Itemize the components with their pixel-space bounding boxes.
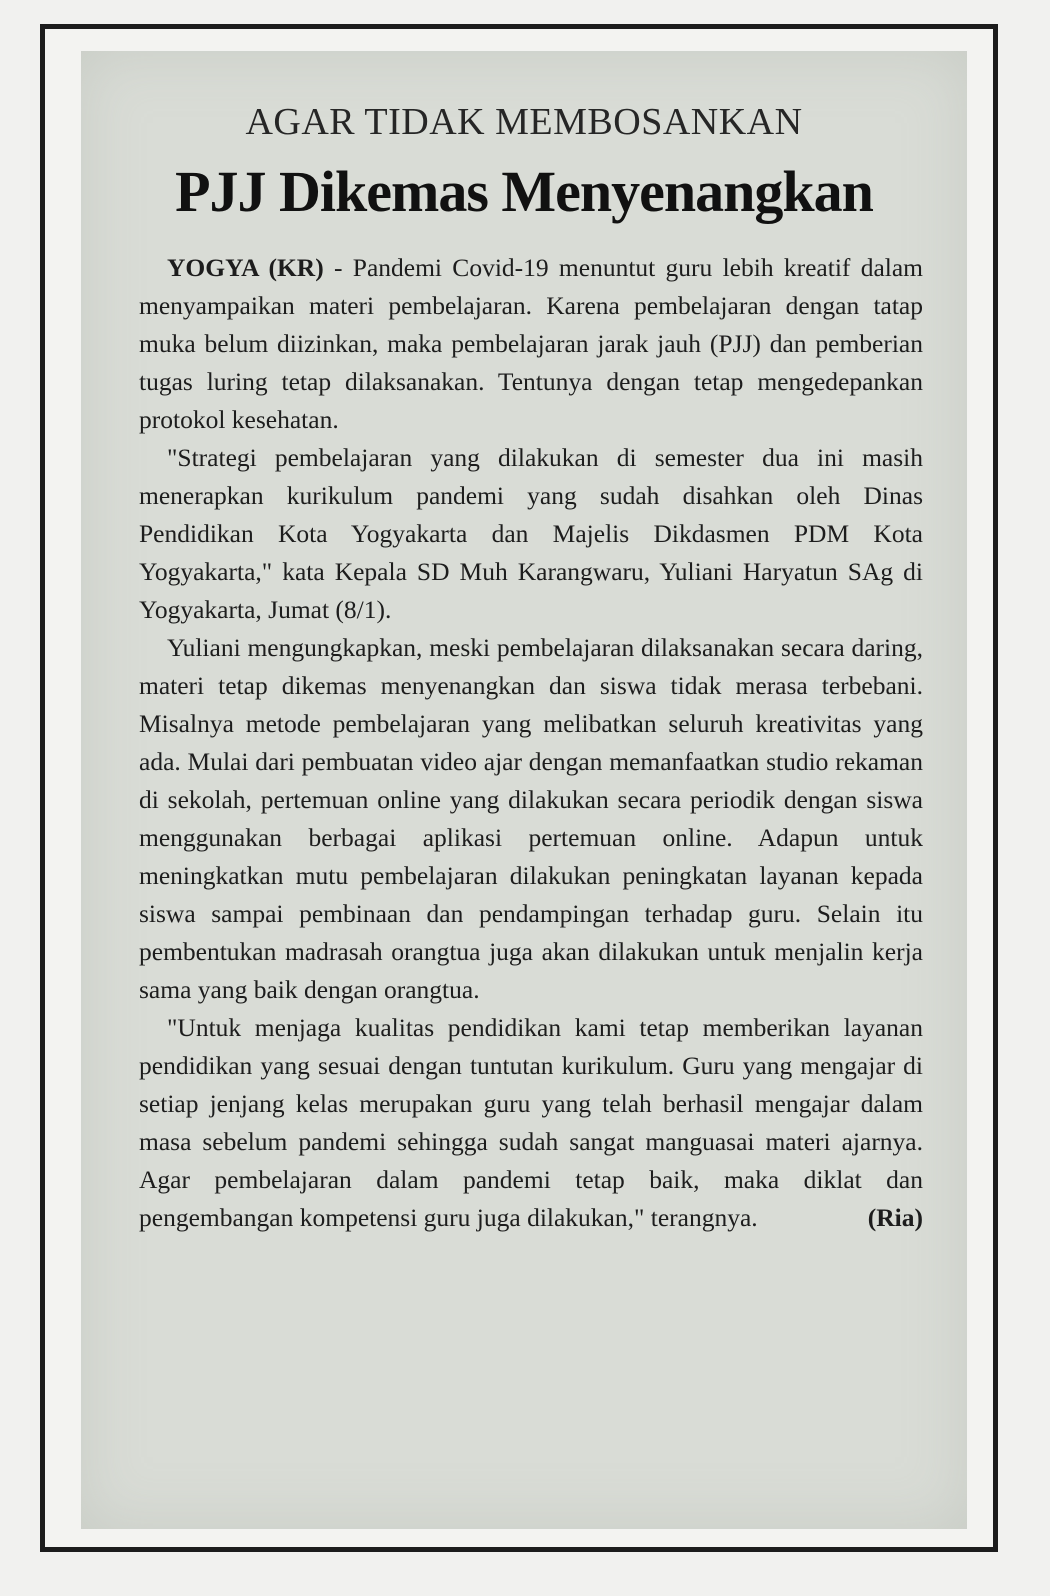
clipping-frame	[40, 24, 998, 1552]
article-body	[139, 249, 923, 1237]
article-headline: PJJ Dikemas Menyenangkan	[175, 159, 873, 224]
article-dateline: YOGYA (KR)	[167, 253, 324, 282]
article-kicker: AGAR TIDAK MEMBOSANKAN	[245, 101, 803, 143]
paragraph-3: Yuliani mengungkapkan, meski pembelajaran dilaksanakan secara daring, materi tetap dikemas menyenangkan dan siswa tidak merasa terbebani. Misalnya metode pembelajaran yang melibatkan seluruh kreativitas yang ada. Mulai dari pembuatan video ajar dengan memanfaatkan studio rekaman di sekolah, pertemuan online yang dilakukan secara periodik dengan siswa menggunakan berbagai aplikasi pertemuan online. Adapun untuk meningkatkan mutu pembelajaran dilakukan peningkatan layanan kepada siswa sampai pembinaan dan pendampingan terhadap guru. Selain itu pembentukan madrasah orangtua juga akan dilakukan untuk menjalin kerja sama yang baik dengan orangtua.	[139, 633, 923, 1004]
paragraph-1-text: - Pandemi Covid-19 menuntut guru lebih kreatif dalam menyampaikan materi pembelajaran. Karena pembelajaran dengan tatap muka belum diizinkan, maka pembelajaran jarak jauh (PJJ) dan pemberian tugas luring tetap dilaksanakan. Tentunya dengan tetap mengedepankan protokol kesehatan.	[139, 253, 923, 434]
paragraph-2: "Strategi pembelajaran yang dilakukan di semester dua ini masih menerapkan kurikulum pandemi yang sudah disahkan oleh Dinas Pendidikan Kota Yogyakarta dan Majelis Dikdasmen PDM Kota Yogyakarta," kata Kepala SD Muh Karangwaru, Yuliani Haryatun SAg di Yogyakarta, Jumat (8/1).	[139, 443, 923, 624]
paragraph-1	[139, 249, 923, 439]
paragraph-4	[139, 1009, 923, 1237]
newspaper-clipping	[81, 51, 967, 1529]
article-byline: (Ria)	[867, 1203, 923, 1232]
paragraph-4-text: "Untuk menjaga kualitas pendidikan kami tetap memberikan layanan pendidikan yang sesuai dengan tuntutan kurikulum. Guru yang mengajar di setiap jenjang kelas merupakan guru yang telah berhasil mengajar dalam masa sebelum pandemi sehingga sudah sangat manguasai materi ajarnya. Agar pembelajaran dalam pandemi tetap baik, maka diklat dan pengembangan kompetensi guru juga dilakukan," terangnya.	[139, 1013, 923, 1232]
